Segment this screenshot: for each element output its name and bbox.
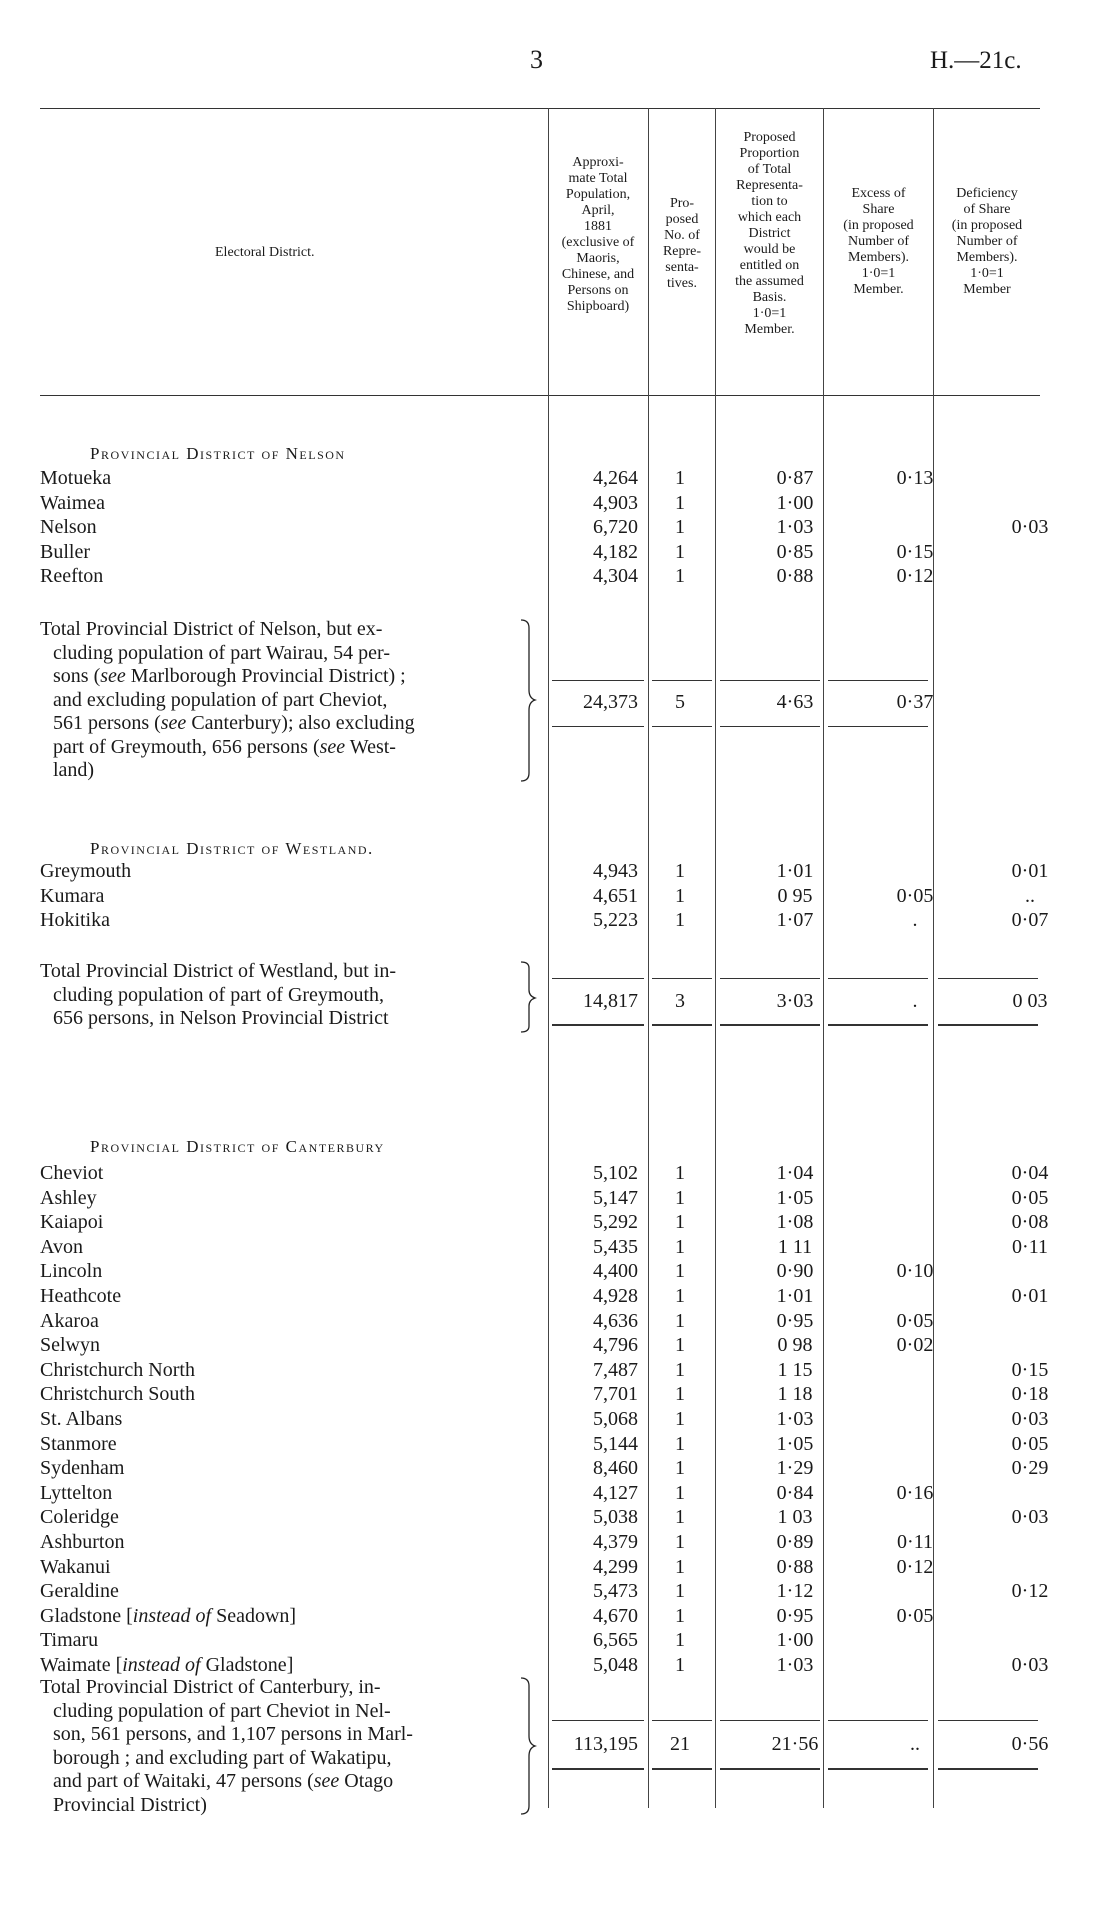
total-population: 113,195 xyxy=(573,1733,638,1755)
representatives: 1 xyxy=(675,1358,685,1381)
excess: 0·05 xyxy=(896,884,934,907)
total-rule xyxy=(652,1768,712,1770)
column-header-line: Proportion xyxy=(739,146,800,161)
column-header-line: Member. xyxy=(744,322,795,337)
proportion: 0·85 xyxy=(776,540,814,563)
nelson-total-row xyxy=(40,688,1060,716)
total-excess: . xyxy=(912,990,918,1012)
population: 7,701 xyxy=(593,1383,638,1406)
total-description-line: cluding population of part of Greymouth, xyxy=(53,983,385,1006)
total-rule xyxy=(828,680,928,681)
deficiency: 0·03 xyxy=(1011,1506,1049,1529)
district-name: Ashley xyxy=(40,1186,97,1209)
proportion: 1 03 xyxy=(777,1506,813,1529)
proportion: 0·88 xyxy=(776,565,814,588)
representatives: 1 xyxy=(675,884,685,907)
total-representatives: 21 xyxy=(670,1733,690,1755)
population: 5,223 xyxy=(593,909,638,932)
nelson-total-brace xyxy=(517,618,537,783)
column-header-excess xyxy=(824,186,933,298)
total-rule xyxy=(652,726,712,727)
representatives: 1 xyxy=(675,1555,685,1578)
population: 5,144 xyxy=(593,1432,638,1455)
table-row xyxy=(40,1531,1060,1556)
table-row xyxy=(40,1457,1060,1482)
total-rule xyxy=(828,978,928,979)
excess: 0·05 xyxy=(896,1604,934,1627)
representatives: 1 xyxy=(675,1580,685,1603)
table-row xyxy=(40,1408,1060,1433)
district-name: Ashburton xyxy=(40,1531,125,1553)
total-deficiency: 0·56 xyxy=(1011,1733,1049,1755)
total-proportion: 4·63 xyxy=(776,691,814,713)
excess: 0·13 xyxy=(896,467,934,489)
district-name: Lincoln xyxy=(40,1260,103,1283)
total-description-line: land) xyxy=(53,759,95,781)
table-row xyxy=(40,860,1060,885)
district-name: Buller xyxy=(40,540,90,563)
district-name: Christchurch South xyxy=(40,1383,195,1406)
district-name: Reefton xyxy=(40,565,104,588)
table-row xyxy=(40,1433,1060,1458)
document-reference: H.—21c. xyxy=(930,47,1022,74)
column-header-line: Shipboard) xyxy=(566,299,630,314)
table-row xyxy=(40,1605,1060,1630)
column-header-line: posed xyxy=(665,212,699,227)
column-header-line: the assumed xyxy=(735,274,804,289)
column-header-line: Members). xyxy=(956,250,1018,265)
proportion: 1·04 xyxy=(776,1162,814,1184)
representatives: 1 xyxy=(675,1506,685,1529)
population: 4,299 xyxy=(593,1555,638,1578)
representatives: 1 xyxy=(675,1235,685,1258)
total-rule xyxy=(938,978,1038,979)
column-header-line: 1881 xyxy=(584,219,612,234)
population: 4,943 xyxy=(593,860,638,882)
westland-total-brace xyxy=(517,960,537,1035)
district-name: Waimate [instead of Gladstone] xyxy=(40,1654,294,1676)
deficiency: 0·05 xyxy=(1011,1186,1049,1209)
column-header-line: Members). xyxy=(847,250,910,265)
proportion: 1 15 xyxy=(777,1358,813,1381)
total-description-line: borough ; and excluding part of Wakatipu, xyxy=(53,1746,392,1769)
total-description-line: 561 persons (see Canterbury); also excluding xyxy=(53,712,415,734)
table-top-rule xyxy=(40,108,1040,109)
column-header-line: tives. xyxy=(667,276,697,291)
total-rule xyxy=(828,726,928,727)
column-header-line: Representa- xyxy=(736,178,803,193)
table-row xyxy=(40,1260,1060,1285)
excess: 0·11 xyxy=(897,1531,933,1553)
district-name: Timaru xyxy=(40,1629,99,1652)
total-rule xyxy=(652,1720,712,1721)
total-rule xyxy=(938,1720,1038,1721)
district-name: Hokitika xyxy=(40,909,110,932)
excess: 0·10 xyxy=(896,1260,934,1283)
population: 5,102 xyxy=(593,1162,638,1184)
representatives: 1 xyxy=(675,1654,685,1676)
total-representatives: 5 xyxy=(675,691,685,713)
column-header-line: Deficiency xyxy=(956,186,1018,201)
district-name: Waimea xyxy=(40,491,106,514)
total-excess: 0·37 xyxy=(896,691,934,713)
representatives: 1 xyxy=(675,1457,685,1480)
table-row xyxy=(40,1506,1060,1531)
column-header-line: 1·0=1 xyxy=(752,306,787,321)
column-header-line: Population, xyxy=(565,187,631,202)
total-rule xyxy=(552,1024,644,1026)
population: 6,565 xyxy=(593,1629,638,1652)
total-proportion: 21·56 xyxy=(771,1733,819,1755)
total-rule xyxy=(720,1024,820,1026)
total-rule xyxy=(652,680,712,681)
column-header-line: tion to xyxy=(751,194,788,209)
column-header-line: Persons on xyxy=(567,283,629,298)
table-row xyxy=(40,1629,1060,1654)
column-header-district: Electoral District. xyxy=(215,245,315,260)
proportion: 1·01 xyxy=(776,1285,814,1307)
deficiency: 0·15 xyxy=(1011,1358,1049,1381)
total-population: 24,373 xyxy=(583,691,638,713)
deficiency: 0·07 xyxy=(1011,909,1049,932)
total-description-line: and part of Waitaki, 47 persons (see Otago xyxy=(53,1770,394,1792)
district-name: Heathcote xyxy=(40,1285,122,1307)
total-proportion: 3·03 xyxy=(776,990,814,1012)
total-rule xyxy=(720,726,820,727)
column-header-line: of Total xyxy=(747,162,792,177)
representatives: 1 xyxy=(675,565,685,588)
total-deficiency: 0 03 xyxy=(1012,990,1048,1012)
table-row xyxy=(40,1236,1060,1261)
district-name: Lyttelton xyxy=(40,1481,113,1504)
population: 4,651 xyxy=(593,884,638,907)
column-header-line: of Share xyxy=(963,202,1011,217)
total-rule xyxy=(828,1720,928,1721)
table-row xyxy=(40,1285,1060,1310)
total-rule xyxy=(552,978,644,979)
table-row xyxy=(40,467,1060,492)
total-rule xyxy=(652,978,712,979)
proportion: 1·05 xyxy=(776,1186,814,1209)
representatives: 1 xyxy=(675,467,685,489)
proportion: 1·12 xyxy=(776,1580,814,1603)
representatives: 1 xyxy=(675,1629,685,1652)
total-rule xyxy=(720,978,820,979)
column-header-line: Repre- xyxy=(662,244,702,259)
table-row xyxy=(40,1162,1060,1187)
column-header-line: 1·0=1 xyxy=(861,266,896,281)
total-rule xyxy=(938,1768,1038,1770)
population: 4,636 xyxy=(593,1309,638,1332)
deficiency: 0·01 xyxy=(1011,860,1049,882)
district-name: Cheviot xyxy=(40,1162,104,1184)
table-row xyxy=(40,1359,1060,1384)
proportion: 0·89 xyxy=(776,1531,814,1553)
population: 4,182 xyxy=(593,540,638,563)
deficiency: 0·12 xyxy=(1011,1580,1049,1603)
representatives: 1 xyxy=(675,1260,685,1283)
population: 4,796 xyxy=(593,1334,638,1357)
representatives: 1 xyxy=(675,1186,685,1209)
deficiency: 0·03 xyxy=(1011,1654,1049,1676)
table-row xyxy=(40,1310,1060,1335)
table-row xyxy=(40,1211,1060,1236)
population: 5,292 xyxy=(593,1211,638,1234)
population: 4,670 xyxy=(593,1604,638,1627)
total-rule xyxy=(828,1024,928,1026)
deficiency: 0·11 xyxy=(1012,1235,1048,1258)
column-header-line: Share xyxy=(862,202,895,217)
total-description-line: and excluding population of part Cheviot, xyxy=(53,688,388,711)
district-name: Sydenham xyxy=(40,1457,125,1480)
table-row xyxy=(40,1556,1060,1581)
total-description-line: part of Greymouth, 656 persons (see West- xyxy=(53,735,396,758)
column-header-line: April, xyxy=(581,203,615,218)
population: 4,264 xyxy=(593,467,638,489)
proportion: 1·03 xyxy=(776,516,814,539)
district-name: Nelson xyxy=(40,516,97,539)
column-header-line: Member. xyxy=(853,282,904,297)
proportion: 1·03 xyxy=(776,1408,814,1430)
proportion: 1·29 xyxy=(776,1457,814,1480)
deficiency: 0·03 xyxy=(1011,516,1049,539)
population: 4,127 xyxy=(593,1481,638,1504)
column-header-line: District xyxy=(748,226,791,241)
representatives: 1 xyxy=(675,1408,685,1430)
proportion: 0·95 xyxy=(776,1604,814,1627)
column-header-population xyxy=(549,155,647,315)
representatives: 1 xyxy=(675,1309,685,1332)
total-excess: .. xyxy=(910,1733,920,1755)
deficiency: 0·05 xyxy=(1011,1432,1049,1455)
deficiency: 0·03 xyxy=(1011,1408,1049,1430)
column-header-line: would be xyxy=(743,242,796,257)
representatives: 1 xyxy=(675,1162,685,1184)
district-name: Selwyn xyxy=(40,1334,100,1357)
column-header-line: Chinese, and xyxy=(561,267,635,282)
population: 5,435 xyxy=(593,1235,638,1258)
table-row xyxy=(40,541,1060,566)
population: 5,068 xyxy=(593,1408,638,1430)
proportion: 0·95 xyxy=(776,1309,814,1332)
table-row xyxy=(40,1187,1060,1212)
proportion: 0·90 xyxy=(776,1260,814,1283)
canterbury-total-brace xyxy=(517,1676,537,1816)
proportion: 1 18 xyxy=(777,1383,813,1406)
population: 4,379 xyxy=(593,1531,638,1553)
population: 6,720 xyxy=(593,516,638,539)
total-description-line: Total Provincial District of Canterbury, in- xyxy=(40,1676,381,1698)
representatives: 1 xyxy=(675,1383,685,1406)
column-header-line: No. of xyxy=(664,228,700,243)
proportion: 1·08 xyxy=(776,1211,814,1234)
population: 5,147 xyxy=(593,1186,638,1209)
population: 5,048 xyxy=(593,1654,638,1676)
representatives: 1 xyxy=(675,491,685,514)
representatives: 1 xyxy=(675,540,685,563)
section-title-westland: Provincial District of Westland. xyxy=(90,839,374,858)
district-name: Akaroa xyxy=(40,1309,99,1332)
district-name: Kumara xyxy=(40,884,105,907)
column-header-line: entitled on xyxy=(739,258,800,273)
proportion: 1·07 xyxy=(776,909,814,932)
representatives: 1 xyxy=(675,516,685,539)
total-rule xyxy=(938,1024,1038,1026)
total-representatives: 3 xyxy=(675,990,685,1012)
proportion: 1·03 xyxy=(776,1654,814,1676)
representatives: 1 xyxy=(675,1531,685,1553)
column-header-proportion xyxy=(716,130,823,338)
table-row xyxy=(40,1383,1060,1408)
total-description-line: cluding population of part Cheviot in Nel- xyxy=(53,1699,391,1722)
representatives: 1 xyxy=(675,1285,685,1307)
excess: 0·05 xyxy=(896,1309,934,1332)
table-row xyxy=(40,565,1060,590)
column-header-line: (exclusive of xyxy=(561,235,635,250)
population: 4,304 xyxy=(593,565,638,588)
population: 5,473 xyxy=(593,1580,638,1603)
column-header-line: mate Total xyxy=(568,171,628,186)
proportion: 1·05 xyxy=(776,1432,814,1455)
proportion: 0·88 xyxy=(776,1555,814,1578)
total-rule xyxy=(552,680,644,681)
total-description-line: Provincial District) xyxy=(53,1793,207,1816)
westland-total-row xyxy=(40,990,1060,1015)
district-name: Gladstone [instead of Seadown] xyxy=(40,1604,297,1627)
representatives: 1 xyxy=(675,860,685,882)
column-header-line: Maoris, xyxy=(576,251,620,266)
excess: . xyxy=(912,909,918,932)
column-header-line: Proposed xyxy=(743,130,796,145)
population: 4,903 xyxy=(593,491,638,514)
table-row xyxy=(40,885,1060,910)
deficiency: 0·29 xyxy=(1011,1457,1049,1480)
table-row xyxy=(40,492,1060,517)
total-rule xyxy=(652,1024,712,1026)
deficiency: 0·08 xyxy=(1011,1211,1049,1234)
total-rule xyxy=(720,1768,820,1770)
table-row xyxy=(40,909,1060,934)
population: 8,460 xyxy=(593,1457,638,1480)
population: 4,400 xyxy=(593,1260,638,1283)
deficiency: 0·18 xyxy=(1011,1383,1049,1406)
column-header-line: (in proposed xyxy=(843,218,914,233)
district-name: Stanmore xyxy=(40,1432,117,1455)
total-rule xyxy=(552,1720,644,1721)
column-header-line: Pro- xyxy=(669,196,695,211)
table-row xyxy=(40,1482,1060,1507)
column-header-line: 1·0=1 xyxy=(970,266,1004,281)
population: 5,038 xyxy=(593,1506,638,1529)
section-title-canterbury: Provincial District of Canterbury xyxy=(90,1137,385,1156)
column-header-line: senta- xyxy=(665,260,699,275)
deficiency: 0·04 xyxy=(1011,1162,1049,1184)
total-rule xyxy=(552,726,644,727)
deficiency: .. xyxy=(1025,884,1035,907)
representatives: 1 xyxy=(675,1604,685,1627)
column-header-line: Excess of xyxy=(851,186,906,201)
district-name: Geraldine xyxy=(40,1580,119,1603)
proportion: 0 98 xyxy=(777,1334,813,1357)
canterbury-total-row xyxy=(40,1733,1060,1758)
district-name: Kaiapoi xyxy=(40,1211,104,1234)
district-name: Avon xyxy=(40,1235,83,1258)
column-header-representatives xyxy=(649,196,715,292)
column-header-line: Basis. xyxy=(752,290,787,305)
table-row xyxy=(40,1580,1060,1605)
total-description-line: Total Provincial District of Westland, but in- xyxy=(40,960,397,982)
proportion: 1·00 xyxy=(776,491,814,514)
total-rule xyxy=(828,1768,928,1770)
district-name: Greymouth xyxy=(40,860,132,882)
district-name: Coleridge xyxy=(40,1506,119,1529)
column-header-line: Approxi- xyxy=(572,155,624,170)
total-rule xyxy=(720,1720,820,1721)
column-header-line: Number of xyxy=(956,234,1018,249)
population: 7,487 xyxy=(593,1358,638,1381)
header-bottom-rule xyxy=(40,395,1040,396)
representatives: 1 xyxy=(675,1481,685,1504)
proportion: 0·84 xyxy=(776,1481,814,1504)
population: 4,928 xyxy=(593,1285,638,1307)
total-description-line: sons (see Marlborough Provincial District) ; xyxy=(53,665,406,687)
column-header-line: Member xyxy=(963,282,1011,297)
representatives: 1 xyxy=(675,1432,685,1455)
page-number: 3 xyxy=(530,45,543,74)
excess: 0·02 xyxy=(896,1334,934,1357)
representatives: 1 xyxy=(675,909,685,932)
deficiency: 0·01 xyxy=(1011,1285,1049,1307)
proportion: 1·01 xyxy=(776,860,814,882)
representatives: 1 xyxy=(675,1334,685,1357)
district-name: Christchurch North xyxy=(40,1358,195,1381)
district-name: Wakanui xyxy=(40,1555,111,1578)
total-description-line: son, 561 persons, and 1,107 persons in Marl- xyxy=(53,1723,413,1745)
district-name: St. Albans xyxy=(40,1408,123,1430)
representatives: 1 xyxy=(675,1211,685,1234)
total-description-line: 656 persons, in Nelson Provincial District xyxy=(53,1007,389,1029)
proportion: 1·00 xyxy=(776,1629,814,1652)
total-rule xyxy=(720,680,820,681)
total-population: 14,817 xyxy=(583,990,638,1012)
total-description-line: cluding population of part Wairau, 54 per- xyxy=(53,641,390,664)
total-description-line: Total Provincial District of Nelson, but ex- xyxy=(40,618,383,640)
excess: 0·12 xyxy=(896,565,934,588)
section-title-nelson: Provincial District of Nelson xyxy=(90,444,346,463)
district-name: Motueka xyxy=(40,467,112,489)
column-header-line: which each xyxy=(737,210,802,225)
column-header-line: (in proposed xyxy=(951,218,1023,233)
table-row xyxy=(40,516,1060,541)
proportion: 0·87 xyxy=(776,467,814,489)
total-rule xyxy=(552,1768,644,1770)
excess: 0·12 xyxy=(896,1555,934,1578)
column-header-deficiency xyxy=(934,186,1040,298)
proportion: 1 11 xyxy=(777,1235,813,1258)
column-header-line: Number of xyxy=(847,234,910,249)
table-row xyxy=(40,1334,1060,1359)
excess: 0·16 xyxy=(896,1481,934,1504)
proportion: 0 95 xyxy=(777,884,813,907)
excess: 0·15 xyxy=(896,540,934,563)
